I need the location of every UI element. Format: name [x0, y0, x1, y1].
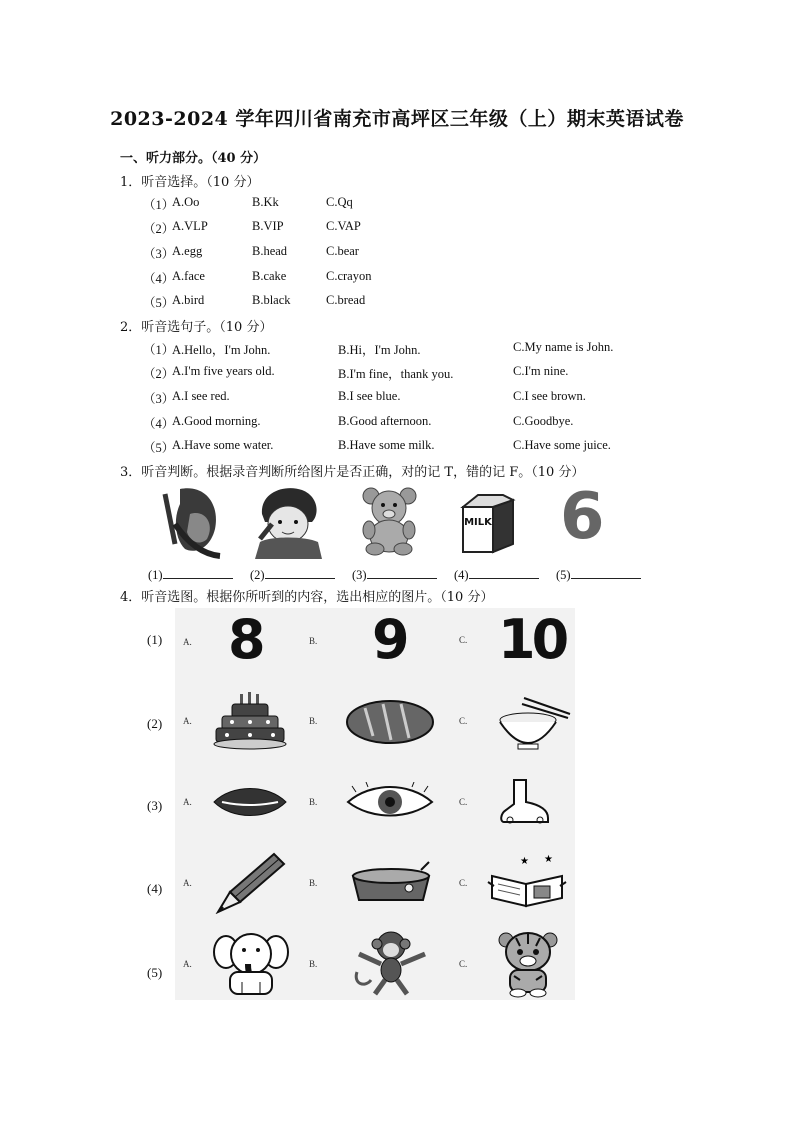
- q4-row5-c-letter: C.: [459, 959, 468, 969]
- q1-row4-a[interactable]: A.face: [172, 269, 205, 283]
- q4-row2-label: (2): [147, 716, 163, 731]
- q4-row1-a-letter: A.: [183, 637, 192, 647]
- q2-row3-c[interactable]: C.I see brown.: [513, 389, 586, 403]
- q2-row5-num: （5）: [143, 441, 175, 455]
- milk-carton-picture: [458, 492, 520, 554]
- book-picture[interactable]: [486, 854, 568, 908]
- q4-row3-label: (3): [147, 798, 163, 813]
- q1-row3-c[interactable]: C.bear: [326, 244, 359, 258]
- number-six-picture: 6: [560, 480, 605, 554]
- q1-row5-b[interactable]: B.black: [252, 293, 291, 307]
- q2-row2-num: （2）: [143, 367, 175, 381]
- q1-row4-num: （4）: [143, 272, 175, 286]
- q1-row3-num: （3）: [143, 247, 175, 261]
- q4-row4-c-letter: C.: [459, 878, 468, 888]
- q1-row3-a[interactable]: A.egg: [172, 244, 203, 258]
- q4-row5-b-letter: B.: [309, 959, 318, 969]
- q2-row5-a[interactable]: A.Have some water.: [172, 438, 274, 452]
- q4-row3-b-letter: B.: [309, 797, 318, 807]
- q2-row3-a[interactable]: A.I see red.: [172, 389, 230, 403]
- q2-row2-a[interactable]: A.I'm five years old.: [172, 364, 275, 378]
- q2-row4-a[interactable]: A.Good morning.: [172, 414, 261, 428]
- q4-row4-b-letter: B.: [309, 878, 318, 888]
- tiger-picture[interactable]: [496, 930, 560, 998]
- q2-row2-c[interactable]: C.I'm nine.: [513, 364, 569, 378]
- q1-row2-a[interactable]: A.VLP: [172, 219, 208, 233]
- rice-bowl-picture[interactable]: [494, 694, 572, 752]
- section-listening-heading: 一、听力部分。（40 分）: [120, 151, 267, 166]
- q1-row4-b[interactable]: B.cake: [252, 269, 287, 283]
- q1-row1-num: （1）: [143, 198, 175, 212]
- q2-row1-c[interactable]: C.My name is John.: [513, 340, 614, 354]
- q3-blank-5[interactable]: (5): [556, 566, 641, 583]
- girl-brushing-hair-picture: [145, 484, 230, 559]
- q2-heading: 2．听音选句子。（10 分）: [120, 320, 273, 335]
- q4-row3-a-letter: A.: [183, 797, 192, 807]
- q4-row1-b-letter: B.: [309, 636, 318, 646]
- q1-row3-b[interactable]: B.head: [252, 244, 288, 258]
- elephant-picture[interactable]: [212, 930, 290, 998]
- q2-row1-a[interactable]: A.Hello，I'm John.: [172, 343, 271, 357]
- svg-text:★: ★: [520, 856, 529, 867]
- pencil-box-picture[interactable]: [347, 860, 435, 904]
- number-eight-picture[interactable]: 8: [228, 608, 266, 671]
- svg-text:★: ★: [544, 854, 553, 865]
- q2-row1-num: （1）: [143, 343, 175, 357]
- q1-row1-b[interactable]: B.Kk: [252, 195, 279, 209]
- q2-row3-num: （3）: [143, 392, 175, 406]
- q2-row1-b[interactable]: B.Hi，I'm John.: [338, 343, 421, 357]
- pencil-picture[interactable]: [214, 850, 288, 914]
- q1-row5-c[interactable]: C.bread: [326, 293, 366, 307]
- q4-row3-c-letter: C.: [459, 797, 468, 807]
- q1-row5-num: （5）: [143, 296, 175, 310]
- number-ten-picture[interactable]: 10: [498, 608, 566, 671]
- teddy-bear-picture: [357, 486, 422, 556]
- q4-row1-label: (1): [147, 632, 163, 647]
- q2-row4-b[interactable]: B.Good afternoon.: [338, 414, 432, 428]
- q1-row1-a[interactable]: A.Oo: [172, 195, 200, 209]
- q3-blank-2[interactable]: (2): [250, 566, 335, 583]
- page-title: 2023-2024 学年四川省南充市高坪区三年级（上）期末英语试卷: [110, 108, 684, 130]
- q2-row4-c[interactable]: C.Goodbye.: [513, 414, 574, 428]
- q1-row2-c[interactable]: C.VAP: [326, 219, 361, 233]
- boy-picture: [250, 484, 325, 559]
- q1-row1-c[interactable]: C.Qq: [326, 195, 353, 209]
- bread-picture[interactable]: [345, 698, 435, 746]
- q4-row4-a-letter: A.: [183, 878, 192, 888]
- q4-row5-a-letter: A.: [183, 959, 192, 969]
- q3-blank-1[interactable]: (1): [148, 566, 233, 583]
- q1-row2-b[interactable]: B.VIP: [252, 219, 284, 233]
- q3-heading: 3．听音判断。根据录音判断所给图片是否正确，对的记 T，错的记 F。（10 分）: [120, 465, 585, 480]
- q4-row2-c-letter: C.: [459, 716, 468, 726]
- monkey-picture[interactable]: [351, 928, 433, 998]
- q4-row5-label: (5): [147, 965, 163, 980]
- q3-blank-4[interactable]: (4): [454, 566, 539, 583]
- q1-heading: 1．听音选择。（10 分）: [120, 175, 260, 190]
- q2-row2-b[interactable]: B.I'm fine，thank you.: [338, 367, 454, 381]
- q2-row5-c[interactable]: C.Have some juice.: [513, 438, 611, 452]
- q2-row3-b[interactable]: B.I see blue.: [338, 389, 401, 403]
- q4-row1-c-letter: C.: [459, 635, 468, 645]
- q4-heading: 4．听音选图。根据你所听到的内容，选出相应的图片。（10 分）: [120, 590, 494, 605]
- cake-picture[interactable]: [212, 692, 288, 750]
- number-nine-picture[interactable]: 9: [372, 608, 410, 671]
- milk-label: MILK: [464, 517, 492, 528]
- mouth-picture[interactable]: [212, 784, 288, 820]
- q3-blank-3[interactable]: (3): [352, 566, 437, 583]
- q2-row5-b[interactable]: B.Have some milk.: [338, 438, 435, 452]
- foot-picture[interactable]: [496, 778, 552, 826]
- q2-row4-num: （4）: [143, 417, 175, 431]
- q4-row4-label: (4): [147, 881, 163, 896]
- q1-row4-c[interactable]: C.crayon: [326, 269, 372, 283]
- eye-picture[interactable]: [346, 782, 434, 822]
- q1-row2-num: （2）: [143, 222, 175, 236]
- q4-row2-b-letter: B.: [309, 716, 318, 726]
- q1-row5-a[interactable]: A.bird: [172, 293, 205, 307]
- q4-row2-a-letter: A.: [183, 716, 192, 726]
